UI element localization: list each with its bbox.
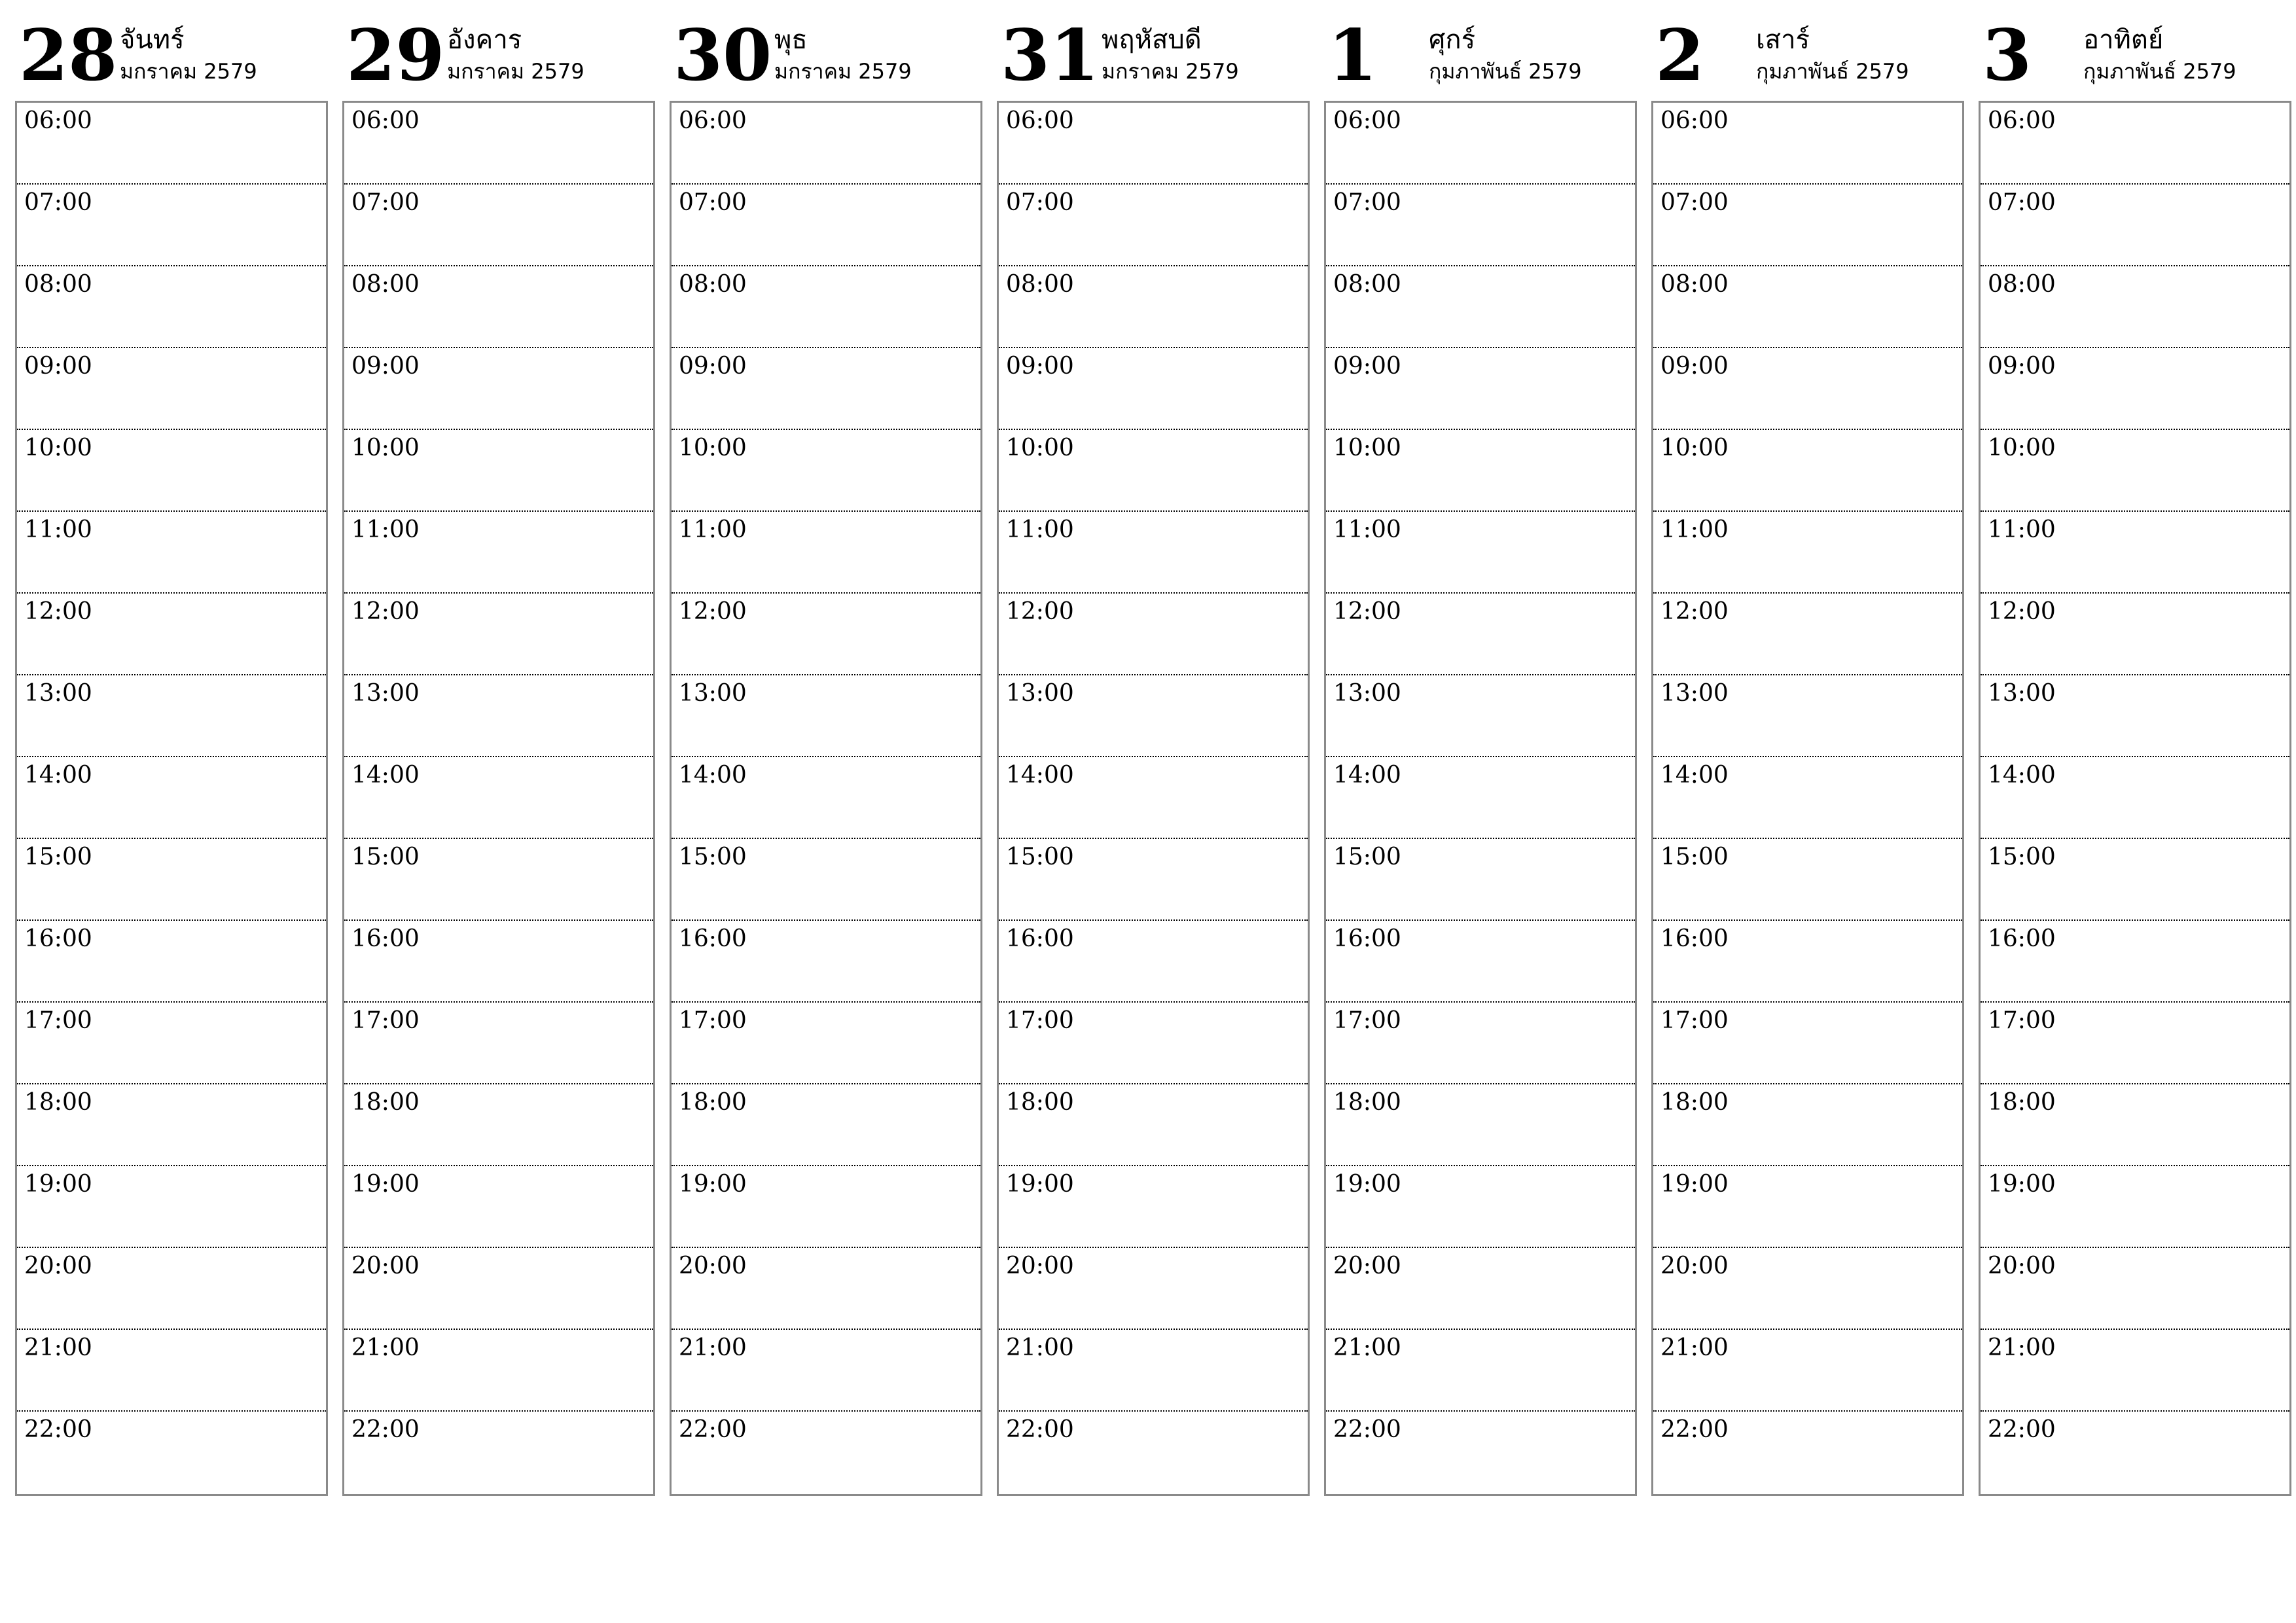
month-year: มกราคม 2579: [120, 59, 257, 84]
schedule-box: [1324, 101, 1637, 1496]
time-slot: 09:00: [17, 348, 326, 430]
time-slot: 16:00: [1981, 921, 2289, 1003]
time-slot: 15:00: [672, 839, 980, 921]
time-slot: 12:00: [999, 594, 1308, 675]
time-slot: 15:00: [17, 839, 326, 921]
time-slot: 20:00: [1981, 1248, 2289, 1330]
time-slot: 18:00: [1326, 1084, 1635, 1166]
time-slot: 17:00: [1326, 1003, 1635, 1084]
day-header: [342, 0, 655, 101]
time-slot: 16:00: [1326, 921, 1635, 1003]
time-slot: 10:00: [1653, 430, 1962, 512]
time-slot: 14:00: [672, 757, 980, 839]
time-slot: 08:00: [344, 266, 653, 348]
time-slot: 18:00: [672, 1084, 980, 1166]
time-slot: 09:00: [1326, 348, 1635, 430]
time-slot: 10:00: [672, 430, 980, 512]
month-year: กุมภาพันธ์ 2579: [1429, 59, 1582, 84]
time-slot: 12:00: [17, 594, 326, 675]
day-column: [1979, 0, 2291, 1505]
time-slot: 22:00: [351, 1416, 420, 1443]
day-labels: [1756, 22, 1909, 85]
day-labels: [1429, 22, 1582, 85]
time-slot: 09:00: [672, 348, 980, 430]
time-slot: 19:00: [1326, 1166, 1635, 1248]
schedule-box: [670, 101, 982, 1496]
time-slot: 11:00: [344, 512, 653, 594]
time-slot: 22:00: [1006, 1416, 1074, 1443]
time-slot: 15:00: [1981, 839, 2289, 921]
time-slot: 10:00: [1326, 430, 1635, 512]
time-slot: 18:00: [999, 1084, 1308, 1166]
month-year: มกราคม 2579: [1102, 59, 1239, 84]
time-slot: 07:00: [1326, 185, 1635, 266]
time-slot: 13:00: [344, 675, 653, 757]
time-slot: 06:00: [999, 103, 1308, 185]
day-labels: [120, 22, 257, 85]
time-slot: 09:00: [999, 348, 1308, 430]
time-slot: 08:00: [1981, 266, 2289, 348]
time-slot: 11:00: [672, 512, 980, 594]
time-slot: 14:00: [1981, 757, 2289, 839]
time-slot: 15:00: [344, 839, 653, 921]
time-slot: 11:00: [1326, 512, 1635, 594]
day-number: 28: [19, 14, 118, 97]
time-slot: 14:00: [17, 757, 326, 839]
time-slot: 14:00: [344, 757, 653, 839]
time-slot: 16:00: [1653, 921, 1962, 1003]
time-slot: 06:00: [1981, 103, 2289, 185]
time-slot: 20:00: [17, 1248, 326, 1330]
time-slot: 17:00: [672, 1003, 980, 1084]
day-number: 3: [1982, 14, 2032, 97]
time-slot: 18:00: [17, 1084, 326, 1166]
time-slot: 11:00: [999, 512, 1308, 594]
time-slot: 06:00: [1326, 103, 1635, 185]
time-slot: 20:00: [1326, 1248, 1635, 1330]
day-header: [1324, 0, 1637, 101]
time-slot: 08:00: [672, 266, 980, 348]
time-slot: 12:00: [672, 594, 980, 675]
day-labels: [774, 22, 912, 85]
time-slot: 21:00: [1326, 1330, 1635, 1412]
time-slot: 06:00: [17, 103, 326, 185]
time-slot: 08:00: [1653, 266, 1962, 348]
schedule-box: [997, 101, 1310, 1496]
day-column: [670, 0, 982, 1505]
time-slot: 07:00: [17, 185, 326, 266]
time-slot: 19:00: [999, 1166, 1308, 1248]
time-slot: 07:00: [672, 185, 980, 266]
time-slot: 18:00: [1981, 1084, 2289, 1166]
time-slot: 20:00: [672, 1248, 980, 1330]
day-number: 30: [673, 14, 772, 97]
day-header: [670, 0, 982, 101]
time-slot: 17:00: [17, 1003, 326, 1084]
weekday-name: จันทร์: [120, 25, 185, 55]
time-slot: 13:00: [672, 675, 980, 757]
time-slot: 20:00: [999, 1248, 1308, 1330]
time-slot: 09:00: [1981, 348, 2289, 430]
time-slot: 15:00: [999, 839, 1308, 921]
time-slot: 08:00: [1326, 266, 1635, 348]
time-slot: 13:00: [17, 675, 326, 757]
time-slot: 08:00: [999, 266, 1308, 348]
time-slot: 13:00: [1653, 675, 1962, 757]
time-slot: 21:00: [344, 1330, 653, 1412]
time-slot: 21:00: [17, 1330, 326, 1412]
weekday-name: อาทิตย์: [2083, 25, 2164, 55]
schedule-box: [1979, 101, 2291, 1496]
time-slot: 16:00: [999, 921, 1308, 1003]
schedule-box: [1651, 101, 1964, 1496]
time-slot: 20:00: [344, 1248, 653, 1330]
time-slot: 17:00: [999, 1003, 1308, 1084]
time-slot: 09:00: [1653, 348, 1962, 430]
weekly-planner: [15, 0, 2286, 1505]
time-slot: 13:00: [999, 675, 1308, 757]
time-slot: 22:00: [1988, 1416, 2056, 1443]
time-slot: 06:00: [1653, 103, 1962, 185]
day-header: [1651, 0, 1964, 101]
weekday-name: อังคาร: [447, 25, 522, 55]
time-slot: 18:00: [344, 1084, 653, 1166]
time-slot: 06:00: [344, 103, 653, 185]
time-slot: 13:00: [1326, 675, 1635, 757]
time-slot: 17:00: [1981, 1003, 2289, 1084]
month-year: มกราคม 2579: [447, 59, 584, 84]
time-slot: 12:00: [344, 594, 653, 675]
time-slot: 19:00: [344, 1166, 653, 1248]
time-slot: 10:00: [1981, 430, 2289, 512]
time-slot: 10:00: [344, 430, 653, 512]
time-slot: 22:00: [1660, 1416, 1729, 1443]
time-slot: 15:00: [1653, 839, 1962, 921]
time-slot: 10:00: [17, 430, 326, 512]
time-slot: 14:00: [999, 757, 1308, 839]
time-slot: 07:00: [999, 185, 1308, 266]
day-number: 31: [1001, 14, 1100, 97]
day-labels: [447, 22, 584, 85]
weekday-name: ศุกร์: [1429, 25, 1476, 55]
time-slot: 22:00: [679, 1416, 747, 1443]
time-slot: 15:00: [1326, 839, 1635, 921]
time-slot: 12:00: [1653, 594, 1962, 675]
time-slot: 12:00: [1326, 594, 1635, 675]
schedule-box: [15, 101, 328, 1496]
month-year: มกราคม 2579: [774, 59, 912, 84]
time-slot: 16:00: [672, 921, 980, 1003]
time-slot: 17:00: [344, 1003, 653, 1084]
time-slot: 16:00: [17, 921, 326, 1003]
time-slot: 14:00: [1326, 757, 1635, 839]
time-slot: 18:00: [1653, 1084, 1962, 1166]
month-year: กุมภาพันธ์ 2579: [2083, 59, 2236, 84]
day-number: 1: [1328, 14, 1378, 97]
time-slot: 17:00: [1653, 1003, 1962, 1084]
weekday-name: พุธ: [774, 25, 808, 55]
time-slot: 06:00: [672, 103, 980, 185]
day-number: 29: [346, 14, 445, 97]
day-column: [1651, 0, 1964, 1505]
time-slot: 11:00: [1653, 512, 1962, 594]
time-slot: 07:00: [1653, 185, 1962, 266]
day-header: [997, 0, 1310, 101]
month-year: กุมภาพันธ์ 2579: [1756, 59, 1909, 84]
day-column: [342, 0, 655, 1505]
schedule-box: [342, 101, 655, 1496]
time-slot: 16:00: [344, 921, 653, 1003]
time-slot: 08:00: [17, 266, 326, 348]
time-slot: 22:00: [1333, 1416, 1401, 1443]
time-slot: 21:00: [999, 1330, 1308, 1412]
time-slot: 19:00: [1653, 1166, 1962, 1248]
time-slot: 10:00: [999, 430, 1308, 512]
time-slot: 19:00: [1981, 1166, 2289, 1248]
day-number: 2: [1655, 14, 1705, 97]
day-column: [15, 0, 328, 1505]
weekday-name: เสาร์: [1756, 25, 1810, 55]
time-slot: 12:00: [1981, 594, 2289, 675]
time-slot: 21:00: [1653, 1330, 1962, 1412]
time-slot: 21:00: [1981, 1330, 2289, 1412]
time-slot: 14:00: [1653, 757, 1962, 839]
day-labels: [2083, 22, 2236, 85]
time-slot: 22:00: [24, 1416, 92, 1443]
time-slot: 19:00: [672, 1166, 980, 1248]
time-slot: 07:00: [344, 185, 653, 266]
day-header: [1979, 0, 2291, 101]
day-column: [1324, 0, 1637, 1505]
day-labels: [1102, 22, 1239, 85]
time-slot: 19:00: [17, 1166, 326, 1248]
time-slot: 09:00: [344, 348, 653, 430]
time-slot: 21:00: [672, 1330, 980, 1412]
time-slot: 13:00: [1981, 675, 2289, 757]
time-slot: 20:00: [1653, 1248, 1962, 1330]
day-column: [997, 0, 1310, 1505]
day-header: [15, 0, 328, 101]
time-slot: 11:00: [1981, 512, 2289, 594]
weekday-name: พฤหัสบดี: [1102, 25, 1202, 55]
time-slot: 07:00: [1981, 185, 2289, 266]
time-slot: 11:00: [17, 512, 326, 594]
